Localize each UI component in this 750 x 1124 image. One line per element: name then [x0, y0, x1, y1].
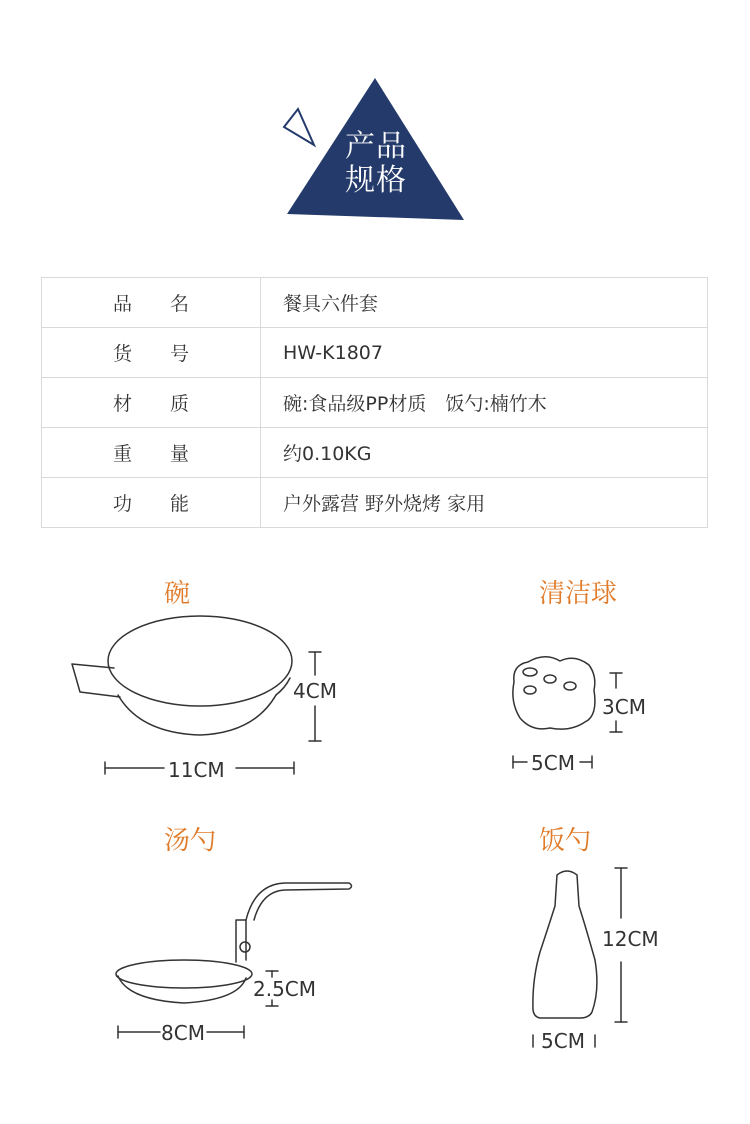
bowl-title: 碗 [164, 579, 191, 609]
ladle-height-label: 2.5CM [253, 977, 317, 1001]
cleaning-ball-title: 清洁球 [539, 579, 618, 609]
ball-width-label: 5CM [531, 751, 575, 775]
spec-label: 材质 [42, 378, 261, 428]
spec-label: 功能 [42, 478, 261, 528]
rice-spoon-icon [533, 871, 597, 1018]
spec-value: HW-K1807 [261, 328, 708, 378]
bowl-dimension-lines [105, 652, 321, 774]
ladle-width-label: 8CM [161, 1021, 205, 1045]
spec-value: 户外露营 野外烧烤 家用 [261, 478, 708, 528]
cleaning-ball-icon [513, 657, 595, 729]
spec-label: 品名 [42, 278, 261, 328]
header-title-line1: 产品 [345, 129, 407, 164]
spoon-dimension-lines [533, 868, 627, 1047]
spec-label: 货号 [42, 328, 261, 378]
header-title-line2: 规格 [345, 163, 407, 198]
rice-spoon-title: 饭勺 [539, 826, 592, 856]
spoon-height-label: 12CM [602, 927, 659, 951]
spec-value: 碗:食品级PP材质 饭勺:楠竹木 [261, 378, 708, 428]
spoon-width-label: 5CM [541, 1029, 585, 1053]
spec-value: 约0.10KG [261, 428, 708, 478]
ladle-title: 汤勺 [164, 826, 217, 856]
bowl-width-label: 11CM [168, 758, 225, 782]
bowl-height-label: 4CM [293, 679, 337, 703]
spec-label: 重量 [42, 428, 261, 478]
ladle-icon [116, 883, 352, 1003]
ball-height-label: 3CM [602, 695, 646, 719]
bowl-icon [72, 616, 292, 735]
spec-value: 餐具六件套 [261, 278, 708, 328]
